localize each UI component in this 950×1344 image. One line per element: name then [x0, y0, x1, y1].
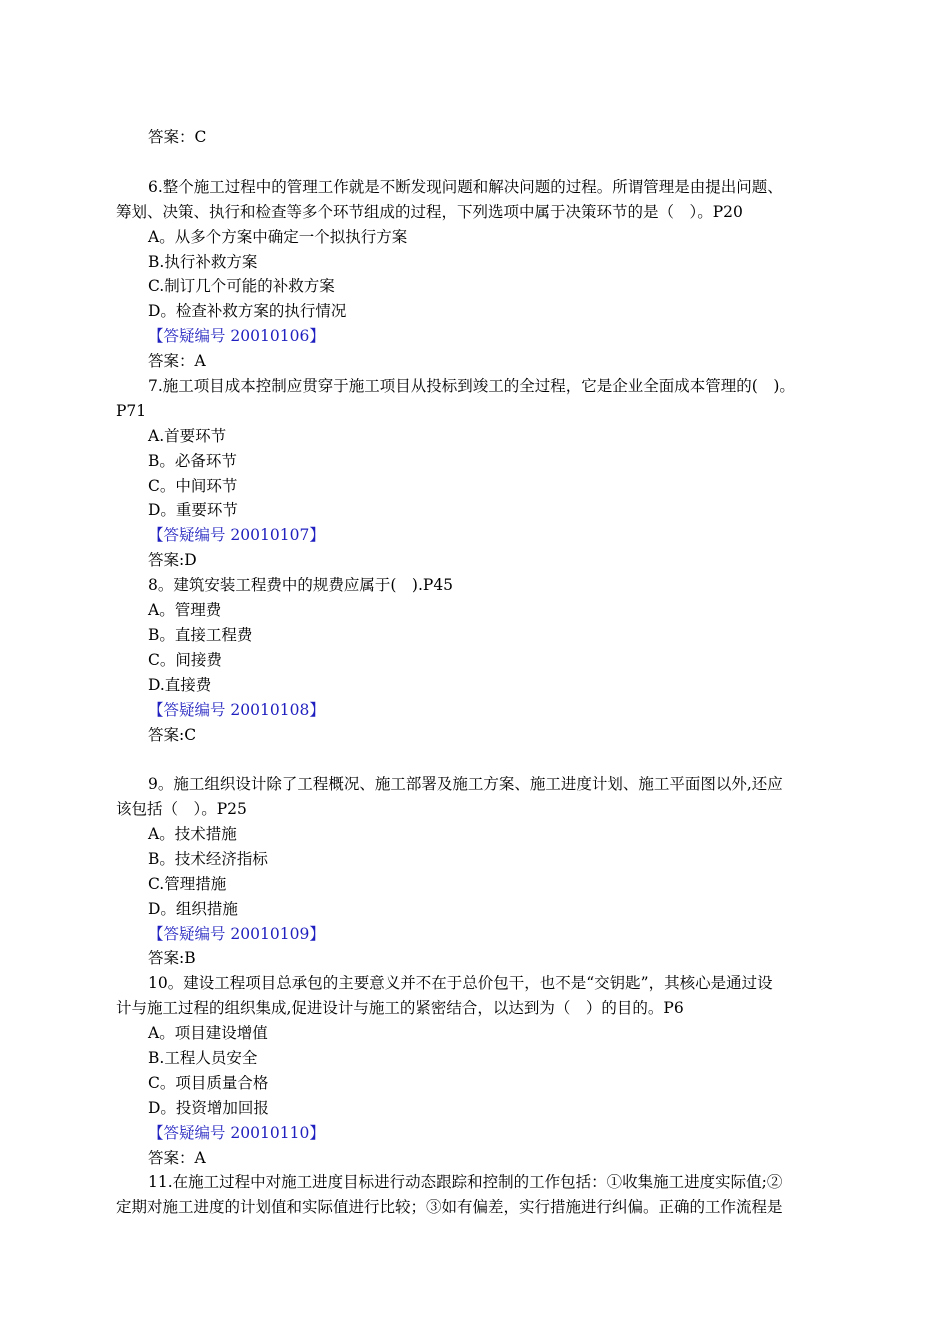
answer-line: 答案:C	[148, 726, 197, 744]
question-stem-cont: 该包括（ ）。P25	[116, 800, 247, 818]
reference-code: 【答疑编号 20010108】	[148, 701, 325, 719]
option: A。技术措施	[148, 825, 237, 843]
option: B.工程人员安全	[148, 1049, 258, 1067]
answer-line: 答案：C	[148, 128, 207, 146]
question-stem-cont: 计与施工过程的组织集成,促进设计与施工的紧密结合，以达到为（ ）的目的。P6	[116, 999, 684, 1017]
option: B。必备环节	[148, 452, 237, 470]
option: B.执行补救方案	[148, 253, 258, 271]
option: C。中间环节	[148, 477, 238, 495]
question-stem-cont: 定期对施工进度的计划值和实际值进行比较；③如有偏差，实行措施进行纠偏。正确的工作流程是	[116, 1198, 783, 1216]
question-stem-cont: P71	[116, 402, 147, 420]
option: C.管理措施	[148, 875, 227, 893]
option: D。组织措施	[148, 900, 238, 918]
option: D。检查补救方案的执行情况	[148, 302, 347, 320]
question-stem: 11.在施工过程中对施工进度目标进行动态跟踪和控制的工作包括：①收集施工进度实际值;②	[148, 1173, 783, 1191]
question-stem-cont: 筹划、决策、执行和检查等多个环节组成的过程，下列选项中属于决策环节的是（ ）。P20	[116, 203, 743, 221]
option: B。技术经济指标	[148, 850, 268, 868]
reference-code: 【答疑编号 20010106】	[148, 327, 325, 345]
option: A。管理费	[148, 601, 222, 619]
question-stem: 7.施工项目成本控制应贯穿于施工项目从投标到竣工的全过程，它是企业全面成本管理的( )。	[148, 377, 795, 395]
option: A。项目建设增值	[148, 1024, 268, 1042]
option: B。直接工程费	[148, 626, 253, 644]
question-stem: 8。建筑安装工程费中的规费应属于( ).P45	[148, 576, 454, 594]
answer-line: 答案:B	[148, 949, 196, 967]
question-stem: 9。施工组织设计除了工程概况、施工部署及施工方案、施工进度计划、施工平面图以外,还应	[148, 775, 783, 793]
reference-code: 【答疑编号 20010110】	[148, 1124, 325, 1142]
option: A。从多个方案中确定一个拟执行方案	[148, 228, 408, 246]
option: D。重要环节	[148, 501, 238, 519]
question-stem: 6.整个施工过程中的管理工作就是不断发现问题和解决问题的过程。所谓管理是由提出问题、	[148, 178, 783, 196]
option: C。项目质量合格	[148, 1074, 269, 1092]
option: C.制订几个可能的补救方案	[148, 277, 335, 295]
question-stem: 10。建设工程项目总承包的主要意义并不在于总价包干，也不是“交钥匙”，其核心是通过设	[148, 974, 773, 992]
option: C。间接费	[148, 651, 222, 669]
option: D.直接费	[148, 676, 212, 694]
answer-line: 答案：A	[148, 352, 206, 370]
option: A.首要环节	[148, 427, 227, 445]
reference-code: 【答疑编号 20010107】	[148, 526, 325, 544]
reference-code: 【答疑编号 20010109】	[148, 925, 325, 943]
answer-line: 答案：A	[148, 1149, 206, 1167]
answer-line: 答案:D	[148, 551, 197, 569]
option: D。投资增加回报	[148, 1099, 269, 1117]
